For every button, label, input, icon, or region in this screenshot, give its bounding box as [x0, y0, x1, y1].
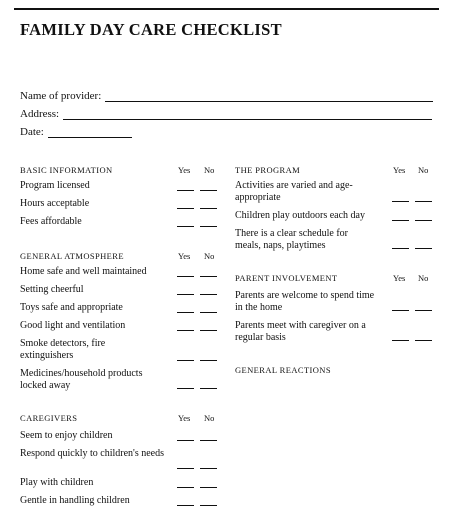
caregivers-play-yes[interactable] [177, 487, 194, 488]
atmosphere-item-home-safe: Home safe and well maintained [20, 266, 147, 277]
provider-field [20, 90, 433, 102]
atmosphere-heading: GENERAL ATMOSPHERE [20, 251, 124, 261]
program-activities-yes[interactable] [392, 201, 409, 202]
parent-meet-no[interactable] [415, 340, 432, 341]
basic-yes-label: Yes [178, 165, 191, 175]
caregivers-enjoy-no[interactable] [200, 440, 217, 441]
program-yes-label: Yes [393, 165, 406, 175]
page-title: FAMILY DAY CARE CHECKLIST [20, 20, 282, 39]
basic-licensed-no[interactable] [200, 190, 217, 191]
basic-item-fees: Fees affordable [20, 216, 82, 227]
date-label: Date: [20, 126, 44, 138]
program-schedule-no[interactable] [415, 248, 432, 249]
atmosphere-item-light: Good light and ventilation [20, 320, 126, 331]
basic-item-licensed: Program licensed [20, 180, 90, 191]
caregivers-item-respond: Respond quickly to children's needs [20, 448, 164, 459]
atmosphere-item-smoke: Smoke detectors, fire extinguishers [20, 338, 106, 361]
top-rule [14, 8, 439, 10]
atmosphere-light-no[interactable] [200, 330, 217, 331]
program-schedule-yes[interactable] [392, 248, 409, 249]
atmosphere-medicines-no[interactable] [200, 388, 217, 389]
parent-meet-yes[interactable] [392, 340, 409, 341]
caregivers-respond-no[interactable] [200, 468, 217, 469]
atmosphere-light-yes[interactable] [177, 330, 194, 331]
address-line[interactable] [63, 110, 432, 120]
program-outdoors-yes[interactable] [392, 220, 409, 221]
parent-no-label: No [418, 273, 429, 283]
caregivers-enjoy-yes[interactable] [177, 440, 194, 441]
atmosphere-smoke-yes[interactable] [177, 360, 194, 361]
date-field [20, 126, 132, 138]
caregivers-item-gentle: Gentle in handling children [20, 495, 130, 506]
basic-fees-no[interactable] [200, 226, 217, 227]
basic-fees-yes[interactable] [177, 226, 194, 227]
basic-item-hours: Hours acceptable [20, 198, 90, 209]
caregivers-heading: CAREGIVERS [20, 413, 78, 423]
atmosphere-toys-no[interactable] [200, 312, 217, 313]
provider-line[interactable] [105, 92, 433, 102]
atmosphere-item-medicines: Medicines/household products locked away [20, 368, 143, 391]
parent-welcome-yes[interactable] [392, 310, 409, 311]
atmosphere-home-safe-no[interactable] [200, 276, 217, 277]
parent-welcome-no[interactable] [415, 310, 432, 311]
parent-item-welcome: Parents are welcome to spend time in the home [235, 290, 375, 313]
basic-hours-no[interactable] [200, 208, 217, 209]
atmosphere-yes-label: Yes [178, 251, 191, 261]
caregivers-item-enjoy: Seem to enjoy children [20, 430, 113, 441]
parent-yes-label: Yes [393, 273, 406, 283]
caregivers-item-play: Play with children [20, 477, 94, 488]
atmosphere-medicines-yes[interactable] [177, 388, 194, 389]
program-outdoors-no[interactable] [415, 220, 432, 221]
caregivers-gentle-yes[interactable] [177, 505, 194, 506]
atmosphere-item-toys: Toys safe and appropriate [20, 302, 123, 313]
parent-heading: PARENT INVOLVEMENT [235, 273, 338, 283]
basic-no-label: No [204, 165, 215, 175]
basic-info-heading: BASIC INFORMATION [20, 165, 113, 175]
basic-hours-yes[interactable] [177, 208, 194, 209]
parent-item-meet: Parents meet with caregiver on a regular basis [235, 320, 366, 343]
basic-licensed-yes[interactable] [177, 190, 194, 191]
atmosphere-smoke-no[interactable] [200, 360, 217, 361]
caregivers-gentle-no[interactable] [200, 505, 217, 506]
program-no-label: No [418, 165, 429, 175]
program-item-activities: Activities are varied and age-appropriate [235, 180, 353, 203]
reactions-heading: GENERAL REACTIONS [235, 365, 331, 375]
atmosphere-cheerful-yes[interactable] [177, 294, 194, 295]
atmosphere-item-cheerful: Setting cheerful [20, 284, 84, 295]
caregivers-play-no[interactable] [200, 487, 217, 488]
atmosphere-no-label: No [204, 251, 215, 261]
caregivers-no-label: No [204, 413, 215, 423]
atmosphere-home-safe-yes[interactable] [177, 276, 194, 277]
atmosphere-toys-yes[interactable] [177, 312, 194, 313]
address-field [20, 108, 432, 120]
program-item-outdoors: Children play outdoors each day [235, 210, 365, 221]
provider-label: Name of provider: [20, 90, 102, 102]
program-heading: THE PROGRAM [235, 165, 301, 175]
caregivers-respond-yes[interactable] [177, 468, 194, 469]
program-item-schedule: There is a clear schedule for meals, naps, playtimes [235, 228, 348, 251]
caregivers-yes-label: Yes [178, 413, 191, 423]
date-line[interactable] [48, 128, 132, 138]
program-activities-no[interactable] [415, 201, 432, 202]
atmosphere-cheerful-no[interactable] [200, 294, 217, 295]
address-label: Address: [20, 108, 60, 120]
